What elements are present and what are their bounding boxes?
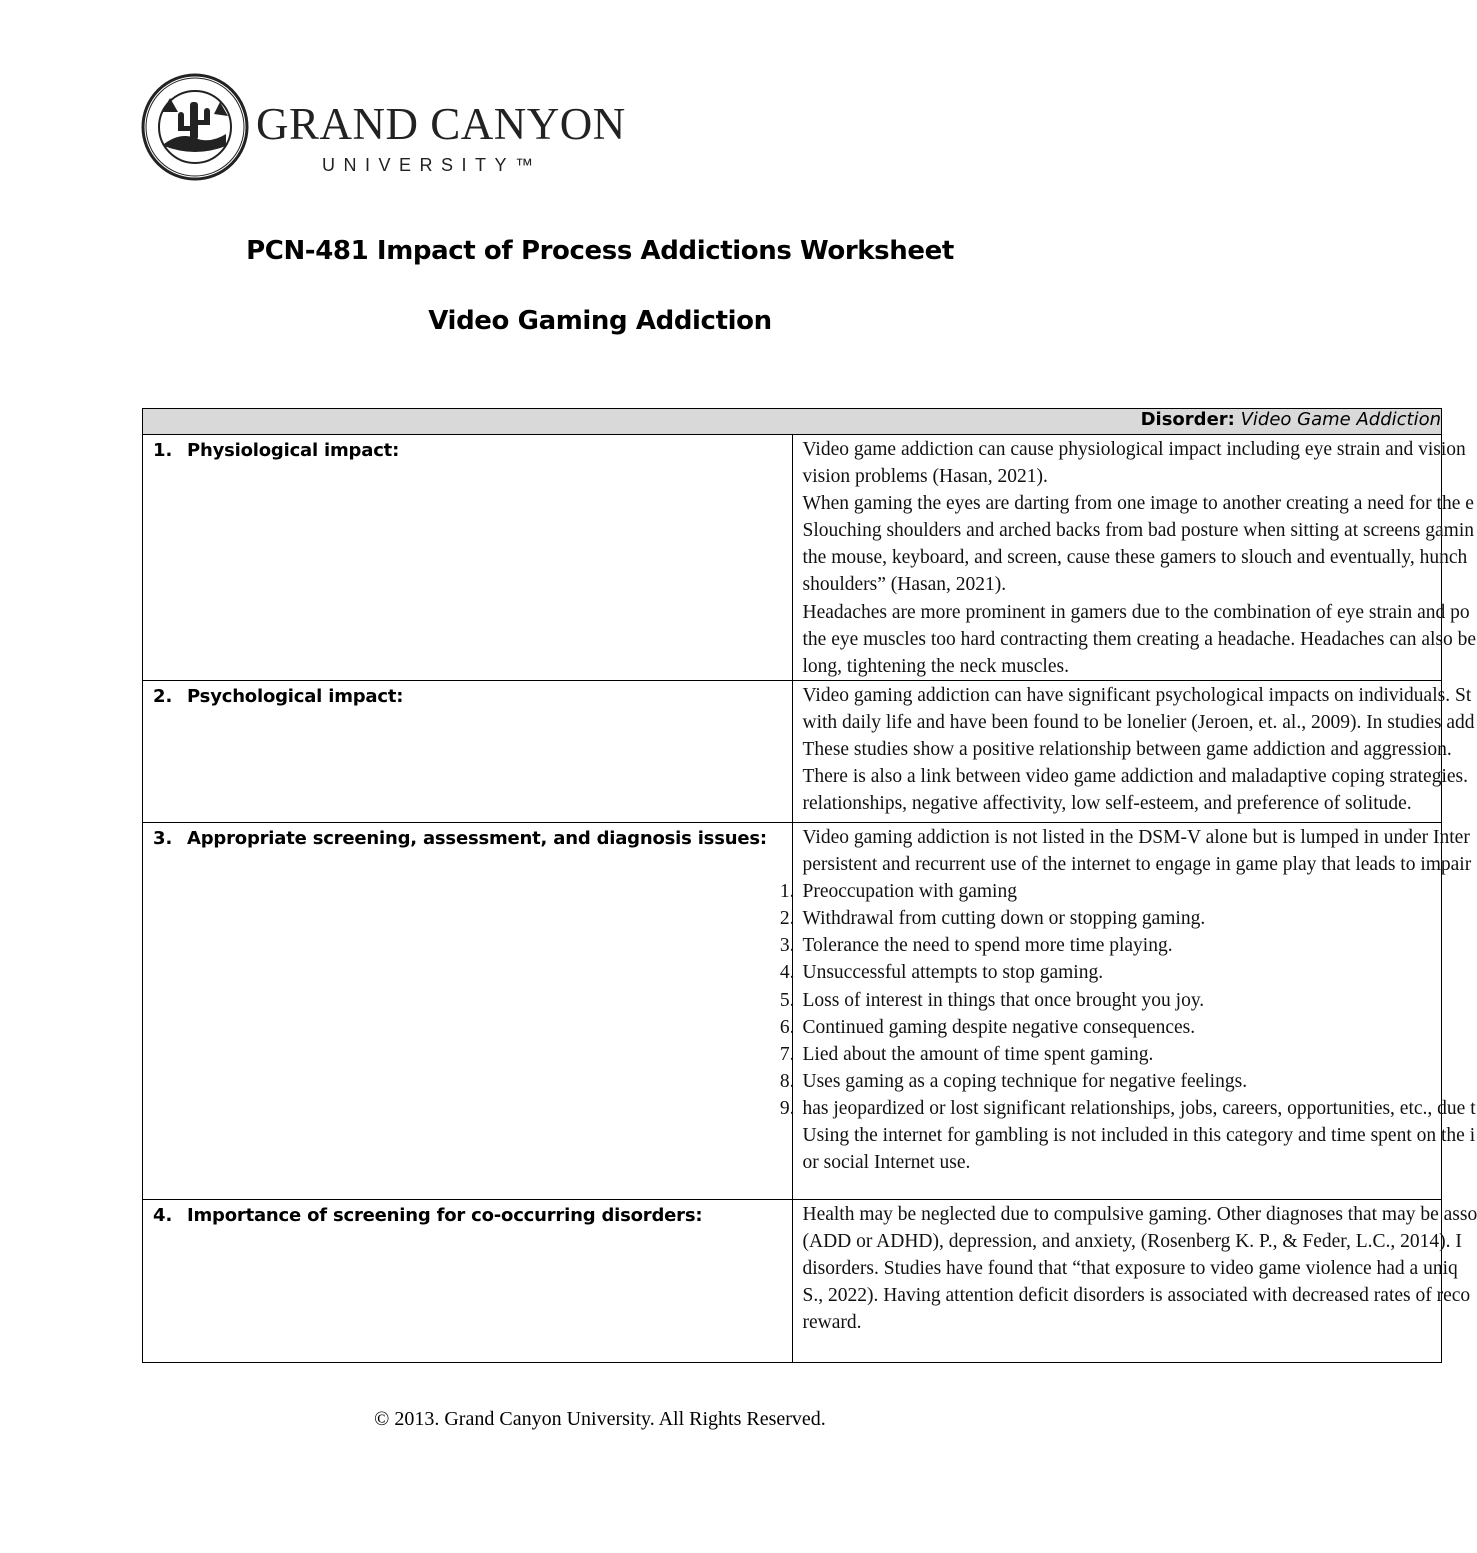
list-item-text: Tolerance the need to spend more time playing. (802, 935, 1173, 957)
list-item-text: has jeopardized or lost significant relationships, jobs, careers, opportunities, etc., due t (802, 1097, 1476, 1119)
row-text-line: Video game addiction can cause physiological impact including eye strain and vision (802, 439, 1466, 460)
row-label-cell (143, 1200, 793, 1363)
row-content-cell (792, 435, 1477, 681)
criteria-list (779, 878, 1476, 1122)
list-item-text: Uses gaming as a coping technique for negative feelings. (802, 1070, 1248, 1092)
table-row (143, 681, 1442, 823)
list-item (779, 1041, 1442, 1068)
list-item (779, 959, 1442, 986)
disorder-header-cell (143, 409, 1442, 435)
row-text-line: Video gaming addiction is not listed in the DSM-V alone but is lumped in under Inter (802, 827, 1470, 848)
list-item-number: 6. (779, 1016, 795, 1038)
row-text-line: long, tightening the neck muscles. (802, 655, 1069, 677)
row-text-line: Health may be neglected due to compulsive gaming. Other diagnoses that may be asso (802, 1204, 1477, 1225)
row-text-line: vision problems (Hasan, 2021). (802, 466, 1048, 488)
row-label-cell (143, 823, 793, 1200)
row-text-line: persistent and recurrent use of the internet to engage in game play that leads to impair (802, 854, 1472, 876)
row-label-cell (143, 681, 793, 823)
list-item (779, 905, 1442, 932)
row-label: Physiological impact: (187, 440, 400, 461)
table-row (143, 823, 1442, 1200)
row-text-line: When gaming the eyes are darting from one image to another creating a need for the e (802, 493, 1474, 515)
list-item (779, 878, 1442, 905)
list-item-number: 8. (779, 1070, 795, 1092)
worksheet-table-container (142, 408, 1477, 1368)
row-number: 1. (153, 440, 173, 461)
row-number: 2. (153, 686, 173, 707)
list-item-number: 7. (779, 1043, 795, 1065)
list-item-text: Loss of interest in things that once brought you joy. (802, 989, 1205, 1011)
row-text-line: disorders. Studies have found that “that exposure to video game violence had a uniq (802, 1258, 1458, 1280)
table-row (143, 1200, 1442, 1363)
list-item (779, 932, 1442, 959)
list-item-number: 9. (779, 1097, 795, 1119)
row-text-line: the eye muscles too hard contracting them creating a headache. Headaches can also be (802, 628, 1477, 650)
row-label: Importance of screening for co-occurring disorders: (187, 1205, 703, 1226)
row-number: 4. (153, 1205, 173, 1226)
document-subtitle: Video Gaming Addiction (428, 306, 772, 336)
list-item-text: Continued gaming despite negative consequences. (802, 1016, 1196, 1038)
logo-wordmark: GRAND CANYON (256, 99, 626, 149)
document-title: PCN-481 Impact of Process Addictions Worksheet (246, 236, 954, 266)
row-content-cell (779, 823, 1476, 1200)
list-item-text: Unsuccessful attempts to stop gaming. (802, 962, 1104, 984)
row-content-cell (792, 681, 1475, 823)
university-seal-icon (140, 72, 250, 182)
row-text-line: reward. (802, 1312, 862, 1334)
row-text-line: the mouse, keyboard, and screen, cause these gamers to slouch and eventually, hunch (802, 547, 1468, 569)
table-header-row (143, 409, 1442, 435)
list-item-number: 2. (779, 908, 795, 930)
list-item (779, 987, 1442, 1014)
list-item (779, 1095, 1476, 1122)
list-item-number: 1. (779, 881, 795, 903)
row-content-cell (792, 1200, 1477, 1363)
row-text-line: Slouching shoulders and arched backs from bad posture when sitting at screens gamin (802, 520, 1475, 542)
copyright-footer: © 2013. Grand Canyon University. All Rights Reserved. (374, 1408, 826, 1430)
list-item-text: Lied about the amount of time spent gaming. (802, 1043, 1154, 1065)
row-text-line: relationships, negative affectivity, low self-esteem, and preference of solitude. (802, 793, 1412, 815)
logo-subtitle: UNIVERSITY™ (322, 155, 542, 175)
disorder-value: Video Game Addiction (1240, 409, 1441, 430)
list-item-number: 5. (779, 989, 795, 1011)
row-text-line: There is also a link between video game addiction and maladaptive coping strategies. (802, 766, 1468, 788)
list-item-number: 3. (779, 935, 795, 957)
row-text-line: Using the internet for gambling is not included in this category and time spent on the i (802, 1125, 1476, 1147)
row-label-cell (143, 435, 793, 681)
row-text-line: shoulders” (Hasan, 2021). (802, 574, 1007, 596)
list-item-text: Preoccupation with gaming (802, 881, 1017, 903)
row-text-line: Headaches are more prominent in gamers due to the combination of eye strain and po (802, 601, 1470, 623)
disorder-label: Disorder: (1140, 409, 1235, 430)
row-text-line: (ADD or ADHD), depression, and anxiety, (Rosenberg K. P., & Feder, L.C., 2014). I (802, 1231, 1462, 1253)
row-text-line: or social Internet use. (802, 1152, 971, 1174)
list-item-number: 4. (779, 962, 795, 984)
row-text-line: with daily life and have been found to be lonelier (Jeroen, et. al., 2009). In studies add (802, 712, 1475, 734)
row-label: Psychological impact: (187, 686, 404, 707)
row-text-line: Video gaming addiction can have significant psychological impacts on individuals. St (802, 685, 1472, 706)
list-item (779, 1068, 1442, 1095)
row-label: Appropriate screening, assessment, and diagnosis issues: (187, 828, 767, 849)
list-item (779, 1014, 1442, 1041)
row-number: 3. (153, 828, 173, 849)
row-text-line: S., 2022). Having attention deficit disorders is associated with decreased rates of reco (802, 1285, 1471, 1307)
list-item-text: Withdrawal from cutting down or stopping gaming. (802, 908, 1206, 930)
university-logo (140, 72, 626, 182)
row-text-line: These studies show a positive relationship between game addiction and aggression. (802, 739, 1452, 761)
table-row (143, 435, 1442, 681)
worksheet-table (142, 408, 1477, 1363)
